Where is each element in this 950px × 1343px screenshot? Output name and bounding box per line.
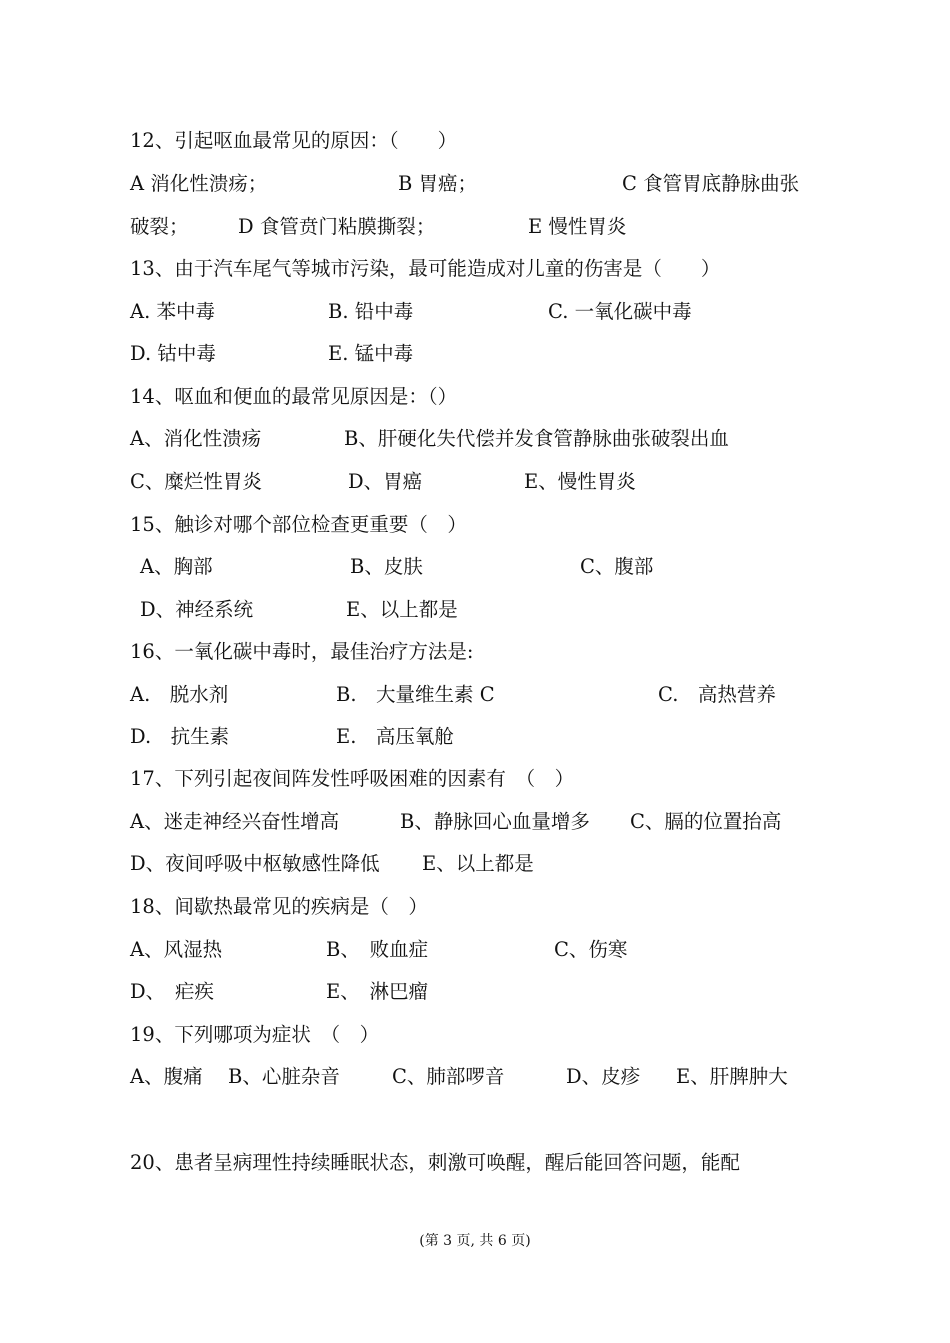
option-b: B、皮肤 [350,555,423,578]
question-12-options-line-1 [130,169,890,199]
page-footer [0,1228,950,1254]
question-15-options-line-2 [130,595,890,625]
page-number: (第 3 页, 共 6 页) [419,1233,531,1249]
option-d: D、胃癌 [348,470,423,493]
question-18-options-line-2 [130,977,890,1007]
option-c: C、糜烂性胃炎 [130,470,262,493]
question-stem-text: 17、下列引起夜间阵发性呼吸困难的因素有 （ ） [130,767,575,790]
question-17-options-line-1 [130,807,890,837]
question-20-stem [130,1148,890,1178]
question-stem-text: 13、由于汽车尾气等城市污染，最可能造成对儿童的伤害是（ ） [130,257,721,280]
option-b: B. 大量维生素 C [336,683,495,706]
question-17-stem [130,764,890,794]
option-c: C、膈的位置抬高 [630,810,782,833]
option-c: C、腹部 [580,555,654,578]
question-15-options-line-1 [130,552,890,582]
question-stem-text: 12、引起呕血最常见的原因：（ ） [130,129,458,152]
option-c: C 食管胃底静脉曲张 [622,172,800,195]
option-e: E、以上都是 [422,852,534,875]
question-12-stem [130,126,890,156]
option-e: E、 淋巴瘤 [326,980,428,1003]
option-b: B 胃癌； [398,172,478,195]
option-c: C、伤寒 [554,938,628,961]
option-e: E、肝脾肿大 [676,1065,788,1088]
question-14-options-line-1 [130,424,890,454]
question-stem-text: 16、一氧化碳中毒时，最佳治疗方法是: [130,640,474,663]
option-a: A、消化性溃疡 [130,427,262,450]
option-e: E、慢性胃炎 [524,470,636,493]
option-a: A、风湿热 [130,938,223,961]
option-d: D 食管贲门粘膜撕裂； [238,215,436,238]
option-e: E. 高压氧舱 [336,725,454,748]
question-13-options-line-2 [130,339,890,369]
option-a: A、迷走神经兴奋性增高 [130,810,340,833]
option-b: B、静脉回心血量增多 [400,810,590,833]
question-14-options-line-2 [130,467,890,497]
question-12-options-line-2 [130,212,890,242]
option-a: A、腹痛 [130,1065,203,1088]
option-b: B、肝硬化失代偿并发食管静脉曲张破裂出血 [344,427,729,450]
question-16-options-line-1 [130,680,890,710]
question-18-stem [130,892,890,922]
option-e: E、以上都是 [346,598,458,621]
option-e: E. 锰中毒 [328,342,414,365]
question-16-options-line-2 [130,722,890,752]
option-b: B、 败血症 [326,938,429,961]
question-13-options-line-1 [130,297,890,327]
question-16-stem [130,637,890,667]
question-stem-text: 14、呕血和便血的最常见原因是：（） [130,385,458,408]
option-c-continued: 破裂； [130,215,189,238]
option-c: C. 一氧化碳中毒 [548,300,692,323]
option-e: E 慢性胃炎 [528,215,627,238]
question-18-options-line-1 [130,935,890,965]
question-17-options-line-2 [130,849,890,879]
option-a: A. 脱水剂 [130,683,229,706]
question-15-stem [130,510,890,540]
option-d: D、 疟疾 [130,980,214,1003]
option-d: D、皮疹 [566,1065,641,1088]
option-c: C、肺部啰音 [392,1065,505,1088]
question-14-stem [130,382,890,412]
option-b: B. 铅中毒 [328,300,414,323]
question-19-options-line-1 [130,1062,890,1092]
option-d: D、神经系统 [140,598,254,621]
question-stem-text: 18、间歇热最常见的疾病是（ ） [130,895,428,918]
option-a: A 消化性溃疡； [130,172,268,195]
question-stem-text: 20、患者呈病理性持续睡眠状态，刺激可唤醒，醒后能回答问题，能配 [130,1151,740,1174]
question-stem-text: 15、触诊对哪个部位检查更重要（ ） [130,513,467,536]
option-c: C. 高热营养 [658,683,776,706]
option-d: D、夜间呼吸中枢敏感性降低 [130,852,380,875]
question-13-stem [130,254,890,284]
option-d: D. 抗生素 [130,725,230,748]
question-stem-text: 19、下列哪项为症状 （ ） [130,1023,380,1046]
option-a: A. 苯中毒 [130,300,215,323]
option-b: B、心脏杂音 [228,1065,340,1088]
question-19-stem [130,1020,890,1050]
option-a: A、胸部 [140,555,213,578]
option-d: D. 钴中毒 [130,342,216,365]
